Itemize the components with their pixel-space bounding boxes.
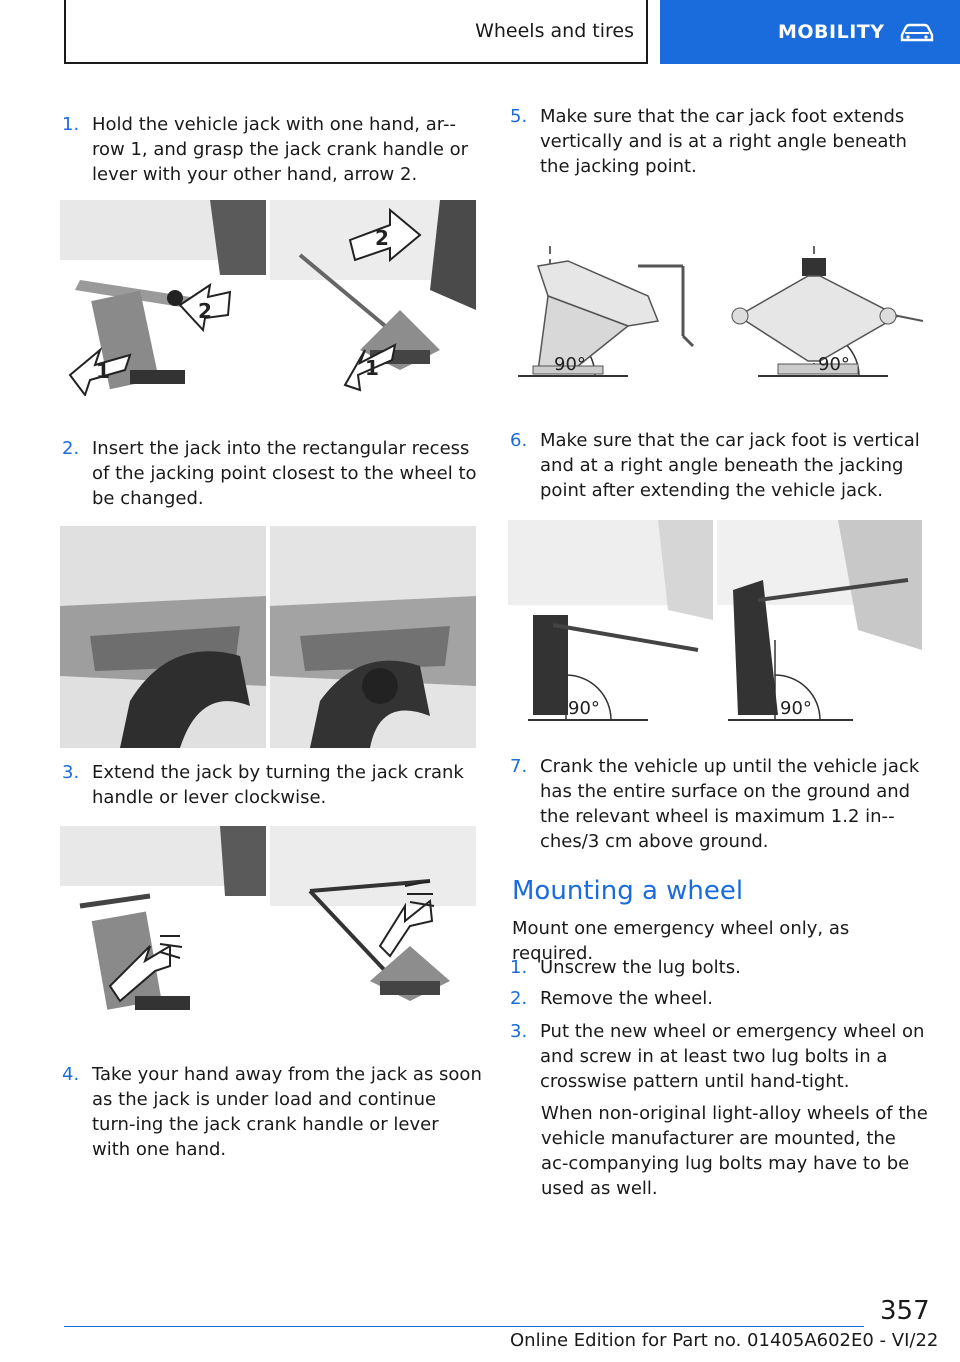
section-title-mounting: Mounting a wheel (512, 876, 744, 906)
step-number: 3. (510, 1021, 528, 1042)
car-icon (899, 21, 935, 43)
step-6 (510, 428, 930, 503)
mounting-step-1 (510, 955, 930, 980)
step-text: Hold the vehicle jack with one hand, ar-row 1, and grasp the jack crank handle or lever with your other hand, arrow 2. (92, 114, 469, 185)
footer-divider (64, 1326, 864, 1327)
step-number: 1. (510, 957, 528, 978)
step-number: 5. (510, 106, 528, 127)
step-1 (62, 112, 482, 187)
angle-label-right: 90° (818, 354, 850, 375)
arrow-1-label: 1 (365, 356, 379, 380)
arrow-2-label: 2 (198, 299, 212, 323)
angle-label-photo-right: 90° (780, 698, 812, 719)
step-text: Put the new wheel or emergency wheel on and screw in at least two lug bolts in a crosswise pattern until hand-tight. (540, 1021, 925, 1092)
step-text: Make sure that the car jack foot extends vertically and is at a right angle beneath the jacking point. (540, 106, 907, 177)
step-number: 2. (62, 438, 80, 459)
figure-jack-placement (60, 200, 476, 396)
step-text: Take your hand away from the jack as soon as the jack is under load and continue turn-ing the jack crank handle or lever with one hand. (92, 1064, 482, 1160)
mounting-note: When non-original light-alloy wheels of the vehicle manufacturer are mounted, the ac-companying lug bolts may have to be used as well. (541, 1103, 928, 1199)
header-section-box (64, 0, 648, 64)
angle-label-left: 90° (554, 354, 586, 375)
mounting-step-3 (510, 1019, 930, 1094)
header-chapter-box (660, 0, 960, 64)
arrow-1-label: 1 (96, 359, 110, 383)
edition-line: Online Edition for Part no. 01405A602E0 - VI/22 (510, 1330, 939, 1351)
arrow-2-label: 2 (375, 226, 389, 250)
figure-jack-extended (508, 520, 922, 724)
step-text: Make sure that the car jack foot is vertical and at a right angle beneath the jacking point after extending the vehicle jack. (540, 430, 920, 501)
step-text: Crank the vehicle up until the vehicle jack has the entire surface on the ground and the relevant wheel is maximum 1.2 in-ches/3 cm above ground. (540, 756, 920, 852)
step-number: 7. (510, 756, 528, 777)
angle-label-photo-left: 90° (568, 698, 600, 719)
step-number: 1. (62, 114, 80, 135)
mounting-step-2 (510, 986, 930, 1011)
step-number: 6. (510, 430, 528, 451)
step-text: Unscrew the lug bolts. (540, 957, 741, 978)
mounting-intro: Mount one emergency wheel only, as required. (512, 918, 850, 964)
step-5 (510, 104, 930, 179)
step-3 (62, 760, 482, 810)
step-4 (62, 1062, 482, 1162)
step-text: Extend the jack by turning the jack crank handle or lever clockwise. (92, 762, 464, 808)
step-text: Remove the wheel. (540, 988, 714, 1009)
figure-jacking-point (60, 526, 476, 748)
page-number: 357 (880, 1296, 930, 1326)
step-text: Insert the jack into the rectangular recess of the jacking point closest to the wheel to be changed. (92, 438, 477, 509)
step-number: 4. (62, 1064, 80, 1085)
header-chapter-title: MOBILITY (778, 21, 885, 43)
figure-jack-angle-drawing (508, 236, 928, 386)
step-7 (510, 754, 930, 854)
figure-extend-jack (60, 826, 476, 1022)
header-section-title: Wheels and tires (475, 20, 634, 42)
step-number: 2. (510, 988, 528, 1009)
step-2 (62, 436, 482, 511)
step-number: 3. (62, 762, 80, 783)
